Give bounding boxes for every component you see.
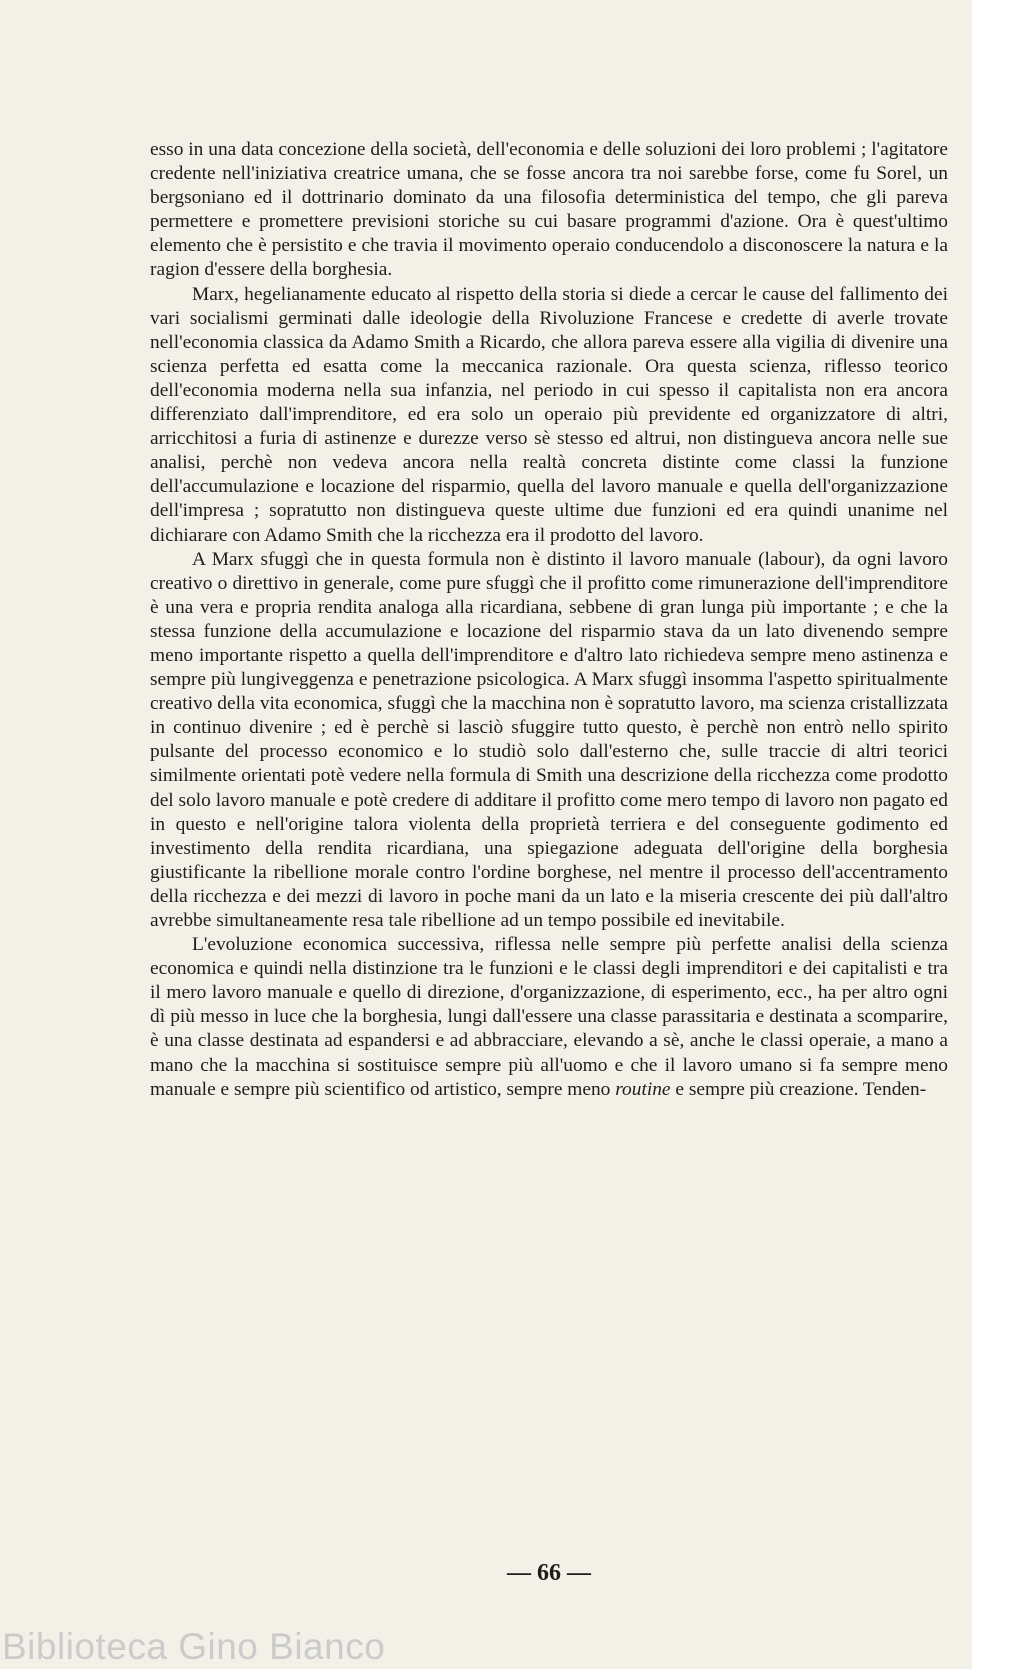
paragraph-text: Marx, hegelianamente educato al rispetto della storia si diede a cercar le cause del fallimento dei vari socialismi germinati dalle ideologie della Rivoluzione Francese e credette di averle trovate nell'economia classica da Adamo Smith a Ricardo, che allora pareva essere alla vigilia di divenire una scienza perfetta ed esatta come la meccanica razionale. Ora questa scienza, riflesso teorico dell'economia moderna nella sua infanzia, nel periodo in cui spesso il capitalista non era ancora differenziato dall'imprenditore, ed era solo un operaio più previdente ed organizzatore di altri, arricchitosi a furia di astinenze e durezze verso sè stesso ed altrui, non distingueva ancora nelle sue analisi, perchè non vedeva ancora nella realtà concreta distinte come classi la funzione dell'accumulazione e locazione del risparmio, quella del lavoro manuale e quella dell'organizzazione dell'impresa ; sopratutto non distingueva queste ultime due funzioni ed era quindi unanime nel dichiarare con Adamo Smith che la ricchezza era il prodotto del lavoro. (150, 283, 948, 546)
paragraph-text: A Marx sfuggì che in questa formula non è distinto il lavoro manuale (labour), da ogni lavoro creativo o direttivo in generale, come pure sfuggì che il profitto come rimunerazione dell'imprenditore è una vera e propria rendita analoga alla ricardiana, sebbene di gran lunga più importante ; e che la stessa funzione della accumulazione e locazione del risparmio stava da un lato divenendo sempre meno importante rispetto a quella dell'imprenditore e d'altro lato richiedeva sempre meno astinenza e sempre più lungiveggenza e penetrazione psicologica. A Marx sfuggì insomma l'aspetto spiritualmente creativo della vita economica, sfuggì che la macchina non è sopratutto lavoro, ma scienza cristallizzata in continuo divenire ; ed è perchè si lasciò sfuggire tutto questo, è perchè non entrò nello spirito pulsante del processo economico e lo studiò solo dall'esterno che, sulle traccie di altri teorici similmente orientati potè vedere nella formula di Smith una descrizione della ricchezza come prodotto del solo lavoro manuale e potè credere di additare il profitto come mero tempo di lavoro non pagato ed in questo e nell'origine talora violenta della proprietà terriera e del conseguente godimento ed investimento della rendita ricardiana, una spiegazione adeguata dell'origine della borghesia giustificante la ribellione morale contro l'ordine borghese, nel mentre il processo dell'accentramento della ricchezza e dei mezzi di lavoro in poche mani da un lato e la miseria crescente dei più dall'altro avrebbe simultaneamente resa tale ribellione ad un tempo possibile ed inevitabile. (150, 548, 948, 931)
paragraph (150, 138, 948, 283)
body-text (150, 138, 948, 1102)
paragraph-text: L'evoluzione economica successiva, riflessa nelle sempre più perfette analisi della scienza economica e quindi nella distinzione tra le funzioni e le classi degli imprenditori e dei capitalisti e tra il mero lavoro manuale e quello di direzione, d'organizzazione, di esperimento, ecc., ha per altro ogni dì più messo in luce che la borghesia, lungi dall'essere una classe parassitaria e destinata a scomparire, è una classe destinata ad espandersi e ad abbracciare, elevando a sè, anche le classi operaie, a mano a mano che la macchina si sostituisce sempre più all'uomo e che il lavoro umano si fa sempre meno manuale e sempre più scientifico od artistico, sempre meno (150, 934, 948, 1100)
page-number: — 66 — (507, 1560, 591, 1586)
paragraph (150, 933, 948, 1102)
paragraph-text: esso in una data concezione della società, dell'economia e delle soluzioni dei loro problemi ; l'agitatore credente nell'iniziativa creatrice umana, che se fosse ancora tra noi sarebbe forse, come fu Sorel, un bergsoniano ed il dottrinario dominato da una filosofia deterministica del tempo, che gli pareva permettere e promettere previsioni storiche su cui basare programmi d'azione. Ora è quest'ultimo elemento che è persistito e che travia il movimento operaio conducendolo a disconoscere la natura e la ragion d'essere della borghesia. (150, 139, 948, 281)
italic-term: routine (615, 1078, 671, 1100)
paragraph (150, 283, 948, 548)
paragraph (150, 548, 948, 934)
paragraph-text: e sempre più creazione. Tenden- (670, 1078, 927, 1100)
library-watermark: Biblioteca Gino Bianco (2, 1626, 386, 1667)
